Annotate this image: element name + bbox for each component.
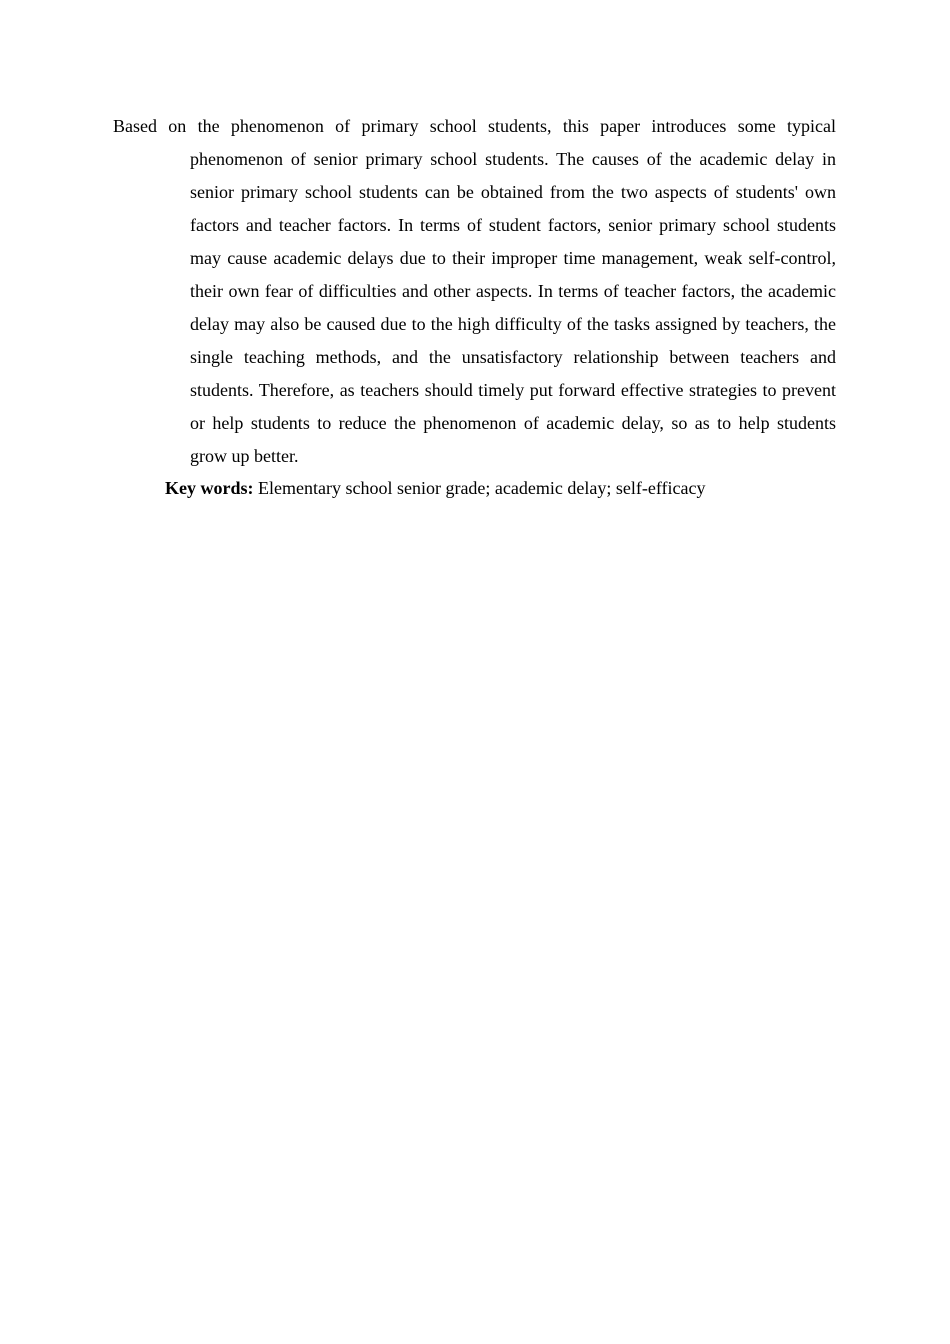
keywords-value: Elementary school senior grade; academic delay; self-efficacy <box>253 478 706 498</box>
keywords-line <box>165 473 705 503</box>
abstract-paragraph: Based on the phenomenon of primary school students, this paper introduces some typical phenomenon of senior primary school students. The causes of the academic delay in senior primary school students can be obtained from the two aspects of students' own factors and teacher factors. In terms of student factors, senior primary school students may cause academic delays due to their improper time management, weak self-control, their own fear of difficulties and other aspects. In terms of teacher factors, the academic delay may also be caused due to the high difficulty of the tasks assigned by teachers, the single teaching methods, and the unsatisfactory relationship between teachers and students. Therefore, as teachers should timely put forward effective strategies to prevent or help students to reduce the phenomenon of academic delay, so as to help students grow up better. <box>113 116 836 466</box>
keywords-label: Key words: <box>165 478 254 498</box>
